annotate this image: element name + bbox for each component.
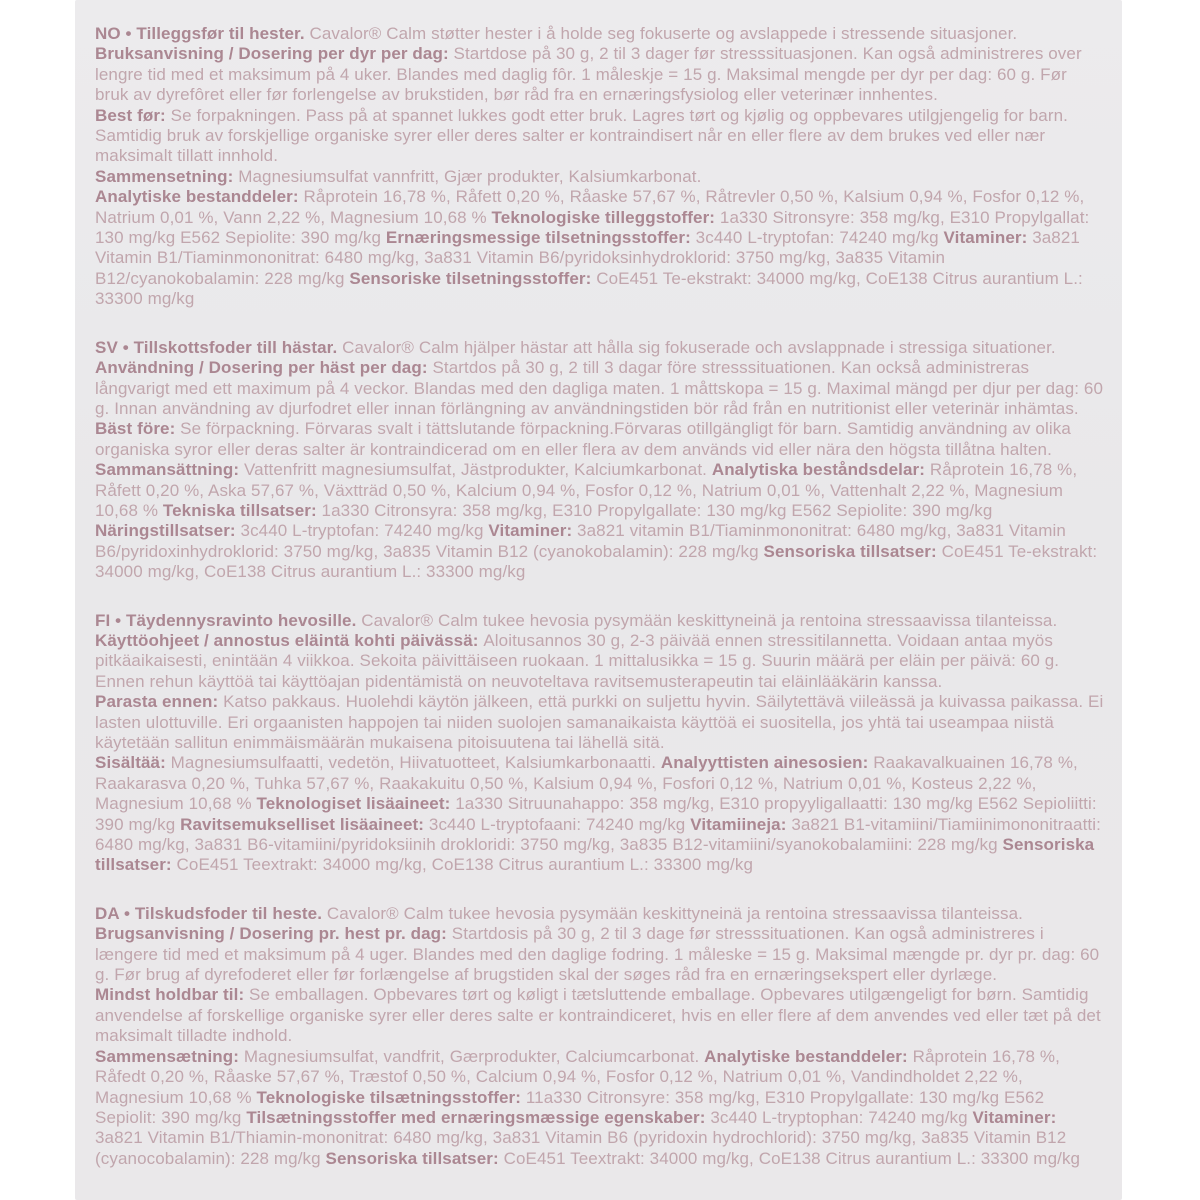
regular-text: Startdosis på 30 g, 2 til 3 dage før stresssituationen. Kan også administreres i længere tid med et maksimum på 4 uger. Blandes med den daglige fodring. 1 måleske = 15 g. Maksimal mængde pr. dyr pr. dag: 60 g. Før brug af dyrefoderet eller før forlængelse af brugstiden skal der søges råd fra en ernæringsekspert eller dyrlæge. [95,924,1100,985]
regular-text: CoE451 Te-ekstrakt: 34000 mg/kg, CoE138 Citrus aurantium L.: 33300 mg/kg [95,268,1083,309]
regular-text: CoE451 Teextrakt: 34000 mg/kg, CoE138 Citrus aurantium L.: 33300 mg/kg [176,855,754,875]
bold-text: Analytiska beståndsdelar: [711,460,930,480]
regular-text: 3a821 B1-vitamiini/Tiamiinimononitraatti: 6480 mg/kg, 3a831 B6-vitamiini/pyridoksiinih drokloridi: 3750 mg/kg, 3a835 B12-vitamiini/syanokobalamiini: 228 mg/kg [95,814,1101,855]
regular-text: Se förpackning. Förvaras svalt i tättslutande förpackning.Förvaras otillgängligt för barn. Samtidig användning av olika organiska syror eller deras salter är kontraindicerad om en eller flera av dem används vid eller nära den högsta tillåtna halten. [95,419,1071,459]
regular-text: 3c440 L-tryptofan: 74240 mg/kg [240,521,489,541]
bold-text: Tilsætningsstoffer med ernæringsmæssige egenskaber: [246,1107,711,1127]
bold-text: Sisältää: [95,753,171,773]
bold-text: SV • Tillskottsfoder till hästar. [95,337,343,357]
bold-text: Sensoriske tilsetningsstoffer: [349,268,597,288]
regular-text: Magnesiumsulfaatti, vedetön, Hiivatuotteet, Kalsiumkarbonaatti. [170,753,661,773]
regular-text: CoE451 Te-ekstrakt: 34000 mg/kg, CoE138 Citrus aurantium L.: 33300 mg/kg [95,541,1098,582]
regular-text: 1a330 Citronsyra: 358 mg/kg, E310 Propylgallate: 130 mg/kg E562 Sepiolite: 390 mg/kg [321,500,993,520]
label-text-sections [75,0,1122,1169]
bold-text: Användning / Dosering per häst per dag: [95,358,433,378]
label-paragraph [95,753,1104,875]
bold-text: Bruksanvisning / Dosering per dyr per dag: [95,44,454,64]
bold-text: Sammansättning: [95,460,244,480]
label-paragraph [95,44,1104,105]
bold-text: NO • Tilleggsfør til hester. [95,24,310,43]
regular-text: Råprotein 16,78 %, Råfett 0,20 %, Aska 57,67 %, Växtträd 0,50 %, Kalcium 0,94 %, Fosfor 0,12 %, Natrium 0,01 %, Vattenhalt 2,22 %, Magnesium 10,68 % [95,460,1078,520]
regular-text: 1a330 Sitronsyre: 358 mg/kg, E310 Propylgallat: 130 mg/kg E562 Sepiolite: 390 mg/kg [95,207,1090,248]
bold-text: Bäst före: [95,419,181,439]
label-paragraph [95,611,1104,631]
bold-text: Analytiske bestanddeler: [704,1046,913,1066]
bold-text: Teknologiske tilsætningsstoffer: [256,1087,526,1107]
bold-text: Sensoriska tillsatser: [95,835,1095,875]
regular-text: Se forpakningen. Pass på at spannet lukkes godt etter bruk. Lagres tørt og kjølig og oppbevares utilgjengelig for barn. Samtidig bruk av forskjellige organiske syrer eller deres salter er kontraindisert når en eller flere av dem brukes ved eller nær maksimalt tillatt innhold. [95,105,1068,166]
regular-text: Aloitusannos 30 g, 2-3 päivää ennen stressitilannetta. Voidaan antaa myös pitkäaikaisesti, enintään 4 viikkoa. Sekoita päivittäiseen ruokaan. 1 mittalusikka = 15 g. Suurin määrä per eläin per päivä: 60 g. Ennen rehun käyttöä tai käyttöajan pidentämistä on neuvoteltava ravitsemusterapeutin tai eläinlääkärin kanssa. [95,630,1060,691]
bold-text: Brugsanvisning / Dosering pr. hest pr. dag: [95,924,452,944]
regular-text: CoE451 Teextrakt: 34000 mg/kg, CoE138 Citrus aurantium L.: 33300 mg/kg [503,1148,1081,1168]
regular-text: 3a821 Vitamin B1/Thiamin-mononitrat: 6480 mg/kg, 3a831 Vitamin B6 (pyridoxin hydrochlorid): 3750 mg/kg, 3a835 Vitamin B12 (cyanocobalamin): 228 mg/kg [95,1128,1067,1168]
regular-text: Råprotein 16,78 %, Råfett 0,20 %, Råaske 57,67 %, Råtrevler 0,50 %, Kalsium 0,94 %, Fosfor 0,12 %, Natrium 0,01 %, Vann 2,22 %, Magnesium 10,68 % [95,187,1085,227]
regular-text: 3c440 L-tryptofan: 74240 mg/kg [695,228,944,248]
section-da [95,904,1104,1169]
regular-text: 3a821 vitamin B1/Tiaminmononitrat: 6480 mg/kg, 3a831 Vitamin B6/pyridoxinhydroklorid: 3750 mg/kg, 3a835 Vitamin B12 (cyanokobalamin): 228 mg/kg [95,521,1066,561]
label-paragraph [95,631,1104,692]
regular-text: Magnesiumsulfat vannfritt, Gjær produkter, Kalsiumkarbonat. [238,166,702,186]
bold-text: Sammensetning: [95,166,239,186]
bold-text: Teknologiset lisäaineet: [256,794,456,814]
regular-text: Se emballagen. Opbevares tørt og køligt i tætsluttende emballage. Opbevares utilgængeligt for børn. Samtidig anvendelse af forskellige organiske syrer eller deres salte er kontraindiceret, hvis en eller flere af dem anvendes ved eller tæt på det maksimalt tilladte indhold. [95,985,1101,1046]
label-paragraph [95,106,1104,167]
section-fi [95,611,1104,876]
bold-text: Ravitsemukselliset lisäaineet: [180,814,429,834]
bold-text: Vitaminer: [943,228,1033,248]
regular-text: Startdose på 30 g, 2 til 3 dager før stresssituasjonen. Kan også administreres over lengre tid med et maksimum på 4 uker. Blandes med daglig fôr. 1 måleskje = 15 g. Maksimal mengde per dyr per dag: 60 g. Før bruk av dyrefôret eller før forlengelse av brukstiden, bør råd fra en ernæringsfysiolog eller veterinær innhentes. [95,44,1082,105]
label-paragraph [95,24,1104,44]
bold-text: DA • Tilskudsfoder til heste. [95,903,327,923]
section-sv [95,338,1104,583]
regular-text: Startdos på 30 g, 2 till 3 dagar före stresssituationen. Kan också administreras långvarigt med ett maximum på 4 veckor. Blandas med den dagliga maten. 1 måttskopa = 15 g. Maximal mängd per djur per dag: 60 g. Innan användning av djurfodret eller innan förlängning av användningstiden bör råd från en nutritionist eller veterinär inhämtas. [95,358,1104,418]
bold-text: Tekniska tillsatser: [162,500,322,520]
bold-text: FI • Täydennysravinto hevosille. [95,610,362,630]
bold-text: Vitaminer: [972,1107,1057,1127]
regular-text: 1a330 Sitruunahappo: 358 mg/kg, E310 propyyligallaatti: 130 mg/kg E562 Sepioliitti: 390 mg/kg [95,794,1097,834]
regular-text: Cavalor® Calm hjälper hästar att hålla sig fokuserade och avslappnade i stressiga situationer. [342,337,1056,357]
bold-text: Sensoriska tillsatser: [325,1148,504,1168]
regular-text: Raakavalkuainen 16,78 %, Raakarasva 0,20 %, Tuhka 57,67 %, Raakakuitu 0,50 %, Kalsium 0,94 %, Fosfori 0,12 %, Natrium 0,01 %, Kosteus 2,22 %, Magnesium 10,68 % [95,753,1078,814]
bold-text: Sammensætning: [95,1046,244,1066]
bold-text: Best før: [95,105,171,125]
bold-text: Parasta ennen: [95,692,224,712]
bold-text: Mindst holdbar til: [95,985,250,1005]
label-paragraph [95,358,1104,419]
regular-text: Cavalor® Calm tukee hevosia pysymään keskittyneinä ja rentoina stressaavissa tilanteissa. [326,903,1023,923]
bold-text: Näringstillsatser: [95,521,241,541]
label-paragraph [95,460,1104,582]
label-paragraph [95,187,1104,309]
regular-text: 3c440 L-tryptofaani: 74240 mg/kg [428,814,691,834]
label-paragraph [95,985,1104,1046]
bold-text: Teknologiske tilleggstoffer: [491,207,720,227]
regular-text: Vattenfritt magnesiumsulfat, Jästprodukter, Kalciumkarbonat. [243,460,712,480]
regular-text: Cavalor® Calm støtter hester i å holde seg fokuserte og avslappede i stressende situasjoner. [309,24,1018,43]
bold-text: Ernæringsmessige tilsetningsstoffer: [385,228,696,248]
bold-text: Vitamiineja: [690,814,792,834]
bold-text: Analyyttisten ainesosien: [660,753,874,773]
label-paragraph [95,167,1104,187]
regular-text: Magnesiumsulfat, vandfrit, Gærprodukter, Calciumcarbonat. [243,1046,705,1066]
section-no [95,24,1104,310]
label-paragraph [95,692,1104,753]
regular-text: Katso pakkaus. Huolehdi käytön jälkeen, että purkki on suljettu hyvin. Säilytettävä viileässä ja kuivassa paikassa. Ei lasten ulottuville. Eri orgaanisten happojen tai niiden suolojen samanaikaista käyttöä ei suositella, jos yhtä tai useampaa niistä käytetään sallitun enimmäismäärän mukaisena pitoisuutena tai lähellä sitä. [95,692,1104,752]
regular-text: Cavalor® Calm tukee hevosia pysymään keskittyneinä ja rentoina stressaavissa tilanteissa. [361,610,1058,630]
bold-text: Sensoriska tillsatser: [763,541,942,561]
label-paragraph [95,924,1104,985]
bold-text: Analytiske bestanddeler: [95,187,304,207]
regular-text: 3a821 Vitamin B1/Tiaminmononitrat: 6480 mg/kg, 3a831 Vitamin B6/pyridoksinhydroklorid: 3750 mg/kg, 3a835 Vitamin B12/cyanokobalamin: 228 mg/kg [95,228,1080,288]
label-paragraph [95,338,1104,358]
regular-text: 3c440 L-tryptophan: 74240 mg/kg [710,1107,973,1127]
product-label [75,0,1122,1200]
label-paragraph [95,904,1104,924]
regular-text: 11a330 Citronsyre: 358 mg/kg, E310 Propylgallate: 130 mg/kg E562 Sepiolit: 390 mg/kg [95,1087,1045,1127]
label-paragraph [95,1047,1104,1169]
label-paragraph [95,419,1104,460]
bold-text: Vitaminer: [488,521,578,541]
regular-text: Råprotein 16,78 %, Råfedt 0,20 %, Råaske 57,67 %, Træstof 0,50 %, Calcium 0,94 %, Fosfor 0,12 %, Natrium 0,01 %, Vandindholdet 2,22 %, Magnesium 10,68 % [95,1046,1060,1107]
bold-text: Käyttöohjeet / annostus eläintä kohti päivässä: [95,630,484,650]
